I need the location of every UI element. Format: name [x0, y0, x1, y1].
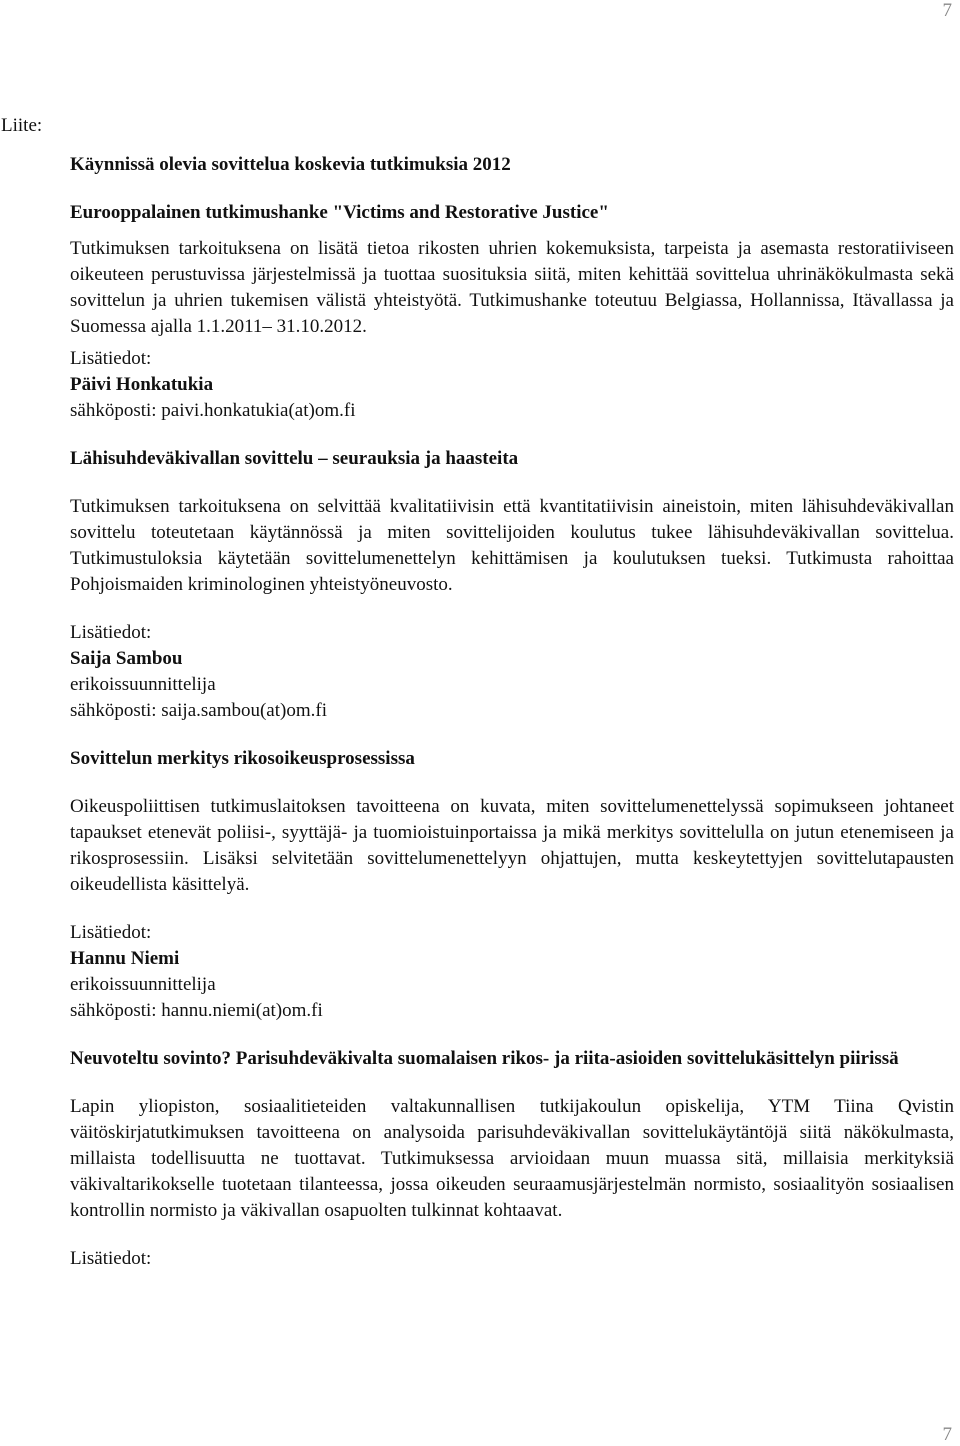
info-label: Lisätiedot: [70, 1248, 152, 1269]
page-number-top: 7 [942, 0, 952, 21]
section-body: Tutkimuksen tarkoituksena on selvittää kvalitatiivisin että kvantitatiivisin aineistoin, miten lähisuhdeväkivallan sovittelu toteutetaan käytännössä ja miten sovittelijoiden koulutus tukee lähisuhdeväkivallan sovittelua. Tutkimustuloksia käytetään sovittelumenettelyn kehittämisen ja koulutuksen tueksi. Tutkimusta rahoittaa Pohjoismaiden kriminologinen yhteistyöneuvosto. [70, 496, 954, 595]
document-content [70, 152, 954, 1272]
section-heading: Eurooppalainen tutkimushanke "Victims and Restorative Justice" [70, 202, 609, 223]
contact-email: sähköposti: saija.sambou(at)om.fi [70, 700, 327, 721]
info-label: Lisätiedot: [70, 348, 152, 369]
section-heading: Neuvoteltu sovinto? Parisuhdeväkivalta suomalaisen rikos- ja riita-asioiden sovittelukäsittelyn piirissä [70, 1048, 899, 1069]
section-victims-restorative-justice [70, 200, 954, 424]
section-body: Oikeuspoliittisen tutkimuslaitoksen tavoitteena on kuvata, miten sovittelumenettelyssä sopimukseen johtaneet tapaukset etenevät poliisi-, syyttäjä- ja tuomioistuinportaissa ja mikä merkitys sovittelulla on jutun etenemiseen ja rikosprosessiin. Lisäksi selvitetään sovittelumenettelyyn ohjattujen, mutta keskeytettyjen sovittelutapausten oikeudellista käsittelyä. [70, 796, 954, 895]
appendix-label: Liite: [1, 115, 43, 136]
page-number-bottom: 7 [942, 1424, 952, 1445]
info-label: Lisätiedot: [70, 922, 152, 943]
contact-title: erikoissuunnittelija [70, 974, 216, 995]
section-heading: Lähisuhdeväkivallan sovittelu – seurauksia ja haasteita [70, 448, 519, 469]
contact-email: sähköposti: hannu.niemi(at)om.fi [70, 1000, 323, 1021]
section-domestic-violence-mediation [70, 446, 954, 724]
contact-title: erikoissuunnittelija [70, 674, 216, 695]
contact-name: Hannu Niemi [70, 948, 180, 969]
section-body: Lapin yliopiston, sosiaalitieteiden valtakunnallisen tutkijakoulun opiskelija, YTM Tiina Qvistin väitöskirjatutkimuksen tavoitteena on analysoida parisuhdeväkivallan sovittelukäytäntöjä siitä näkökulmasta, millaista todellisuutta ne tuottavat. Tutkimuksessa arvioidaan muun muassa sitä, millaisia merkityksiä väkivaltarikokselle tuotetaan tilanteessa, jossa oikeuden seuraamusjärjestelmän normisto, sosiaalityön sosiaalisen kontrollin normisto ja väkivallan osapuolten tulkinnat kohtaavat. [70, 1096, 954, 1221]
section-body: Tutkimuksen tarkoituksena on lisätä tietoa rikosten uhrien kokemuksista, tarpeista ja asemasta restoratiiviseen oikeuteen perustuvissa järjestelmissä ja tuottaa suosituksia siitä, miten kehittää sovittelua uhrinäkökulmasta sekä sovittelun ja uhrien tukemisen välistä yhteistyötä. Tutkimushanke toteutuu Belgiassa, Hollannissa, Itävallassa ja Suomessa ajalla 1.1.2011– 31.10.2012. [70, 238, 954, 337]
document-title: Käynnissä olevia sovittelua koskevia tutkimuksia 2012 [70, 154, 511, 175]
contact-name: Päivi Honkatukia [70, 374, 214, 395]
contact-name: Saija Sambou [70, 648, 183, 669]
section-mediation-criminal-process [70, 746, 954, 1024]
section-heading: Sovittelun merkitys rikosoikeusprosessissa [70, 748, 415, 769]
contact-email: sähköposti: paivi.honkatukia(at)om.fi [70, 400, 356, 421]
section-negotiated-settlement [70, 1046, 954, 1272]
info-label: Lisätiedot: [70, 622, 152, 643]
